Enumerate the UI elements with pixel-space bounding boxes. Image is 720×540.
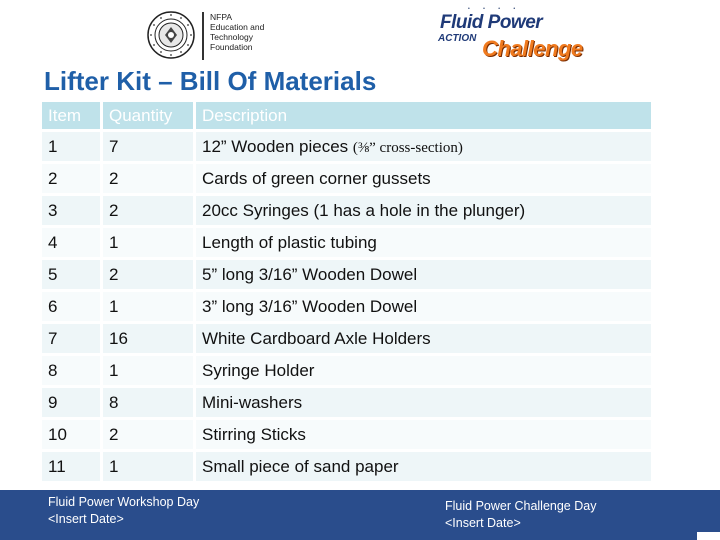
logo-fluid-power-text: Fluid Power — [440, 12, 543, 33]
table-row — [42, 228, 654, 260]
table-row — [42, 132, 654, 164]
nfpa-logo-line: Technology — [210, 32, 254, 42]
column-header-description: Description — [196, 102, 654, 132]
cell-description: White Cardboard Axle Holders — [196, 324, 654, 356]
cell-description: Cards of green corner gussets — [196, 164, 654, 196]
cell-description: Syringe Holder — [196, 356, 654, 388]
table-row — [42, 356, 654, 388]
footer-bar — [0, 490, 720, 540]
nfpa-seal-icon — [146, 10, 196, 60]
footer-challenge-day — [445, 498, 596, 532]
cell-description: Stirring Sticks — [196, 420, 654, 452]
nfpa-logo-line: Education and — [210, 22, 265, 32]
cell-item: 4 — [42, 228, 103, 260]
footer-corner-notch — [697, 532, 720, 540]
cell-description: Small piece of sand paper — [196, 452, 654, 484]
cell-item: 11 — [42, 452, 103, 484]
cell-quantity: 2 — [103, 196, 196, 228]
table-row — [42, 260, 654, 292]
cell-item: 1 — [42, 132, 103, 164]
table-header-row — [42, 102, 654, 132]
cell-description: 20cc Syringes (1 has a hole in the plunger) — [196, 196, 654, 228]
table-row — [42, 420, 654, 452]
cell-description: Length of plastic tubing — [196, 228, 654, 260]
description-cross-section-note: (⅜” cross-section) — [352, 139, 463, 156]
logo-challenge-text: Challenge — [482, 36, 583, 61]
footer-workshop-day — [48, 494, 199, 528]
column-header-quantity: Quantity — [103, 102, 196, 132]
footer-workshop-date: <Insert Date> — [48, 512, 124, 526]
cell-item: 5 — [42, 260, 103, 292]
nfpa-logo-text — [210, 12, 280, 52]
cell-description: 3” long 3/16” Wooden Dowel — [196, 292, 654, 324]
nfpa-logo-divider — [202, 12, 204, 60]
page-title: Lifter Kit – Bill Of Materials — [44, 66, 377, 96]
cell-quantity: 1 — [103, 228, 196, 260]
cell-item: 9 — [42, 388, 103, 420]
cell-quantity: 7 — [103, 132, 196, 164]
cell-quantity: 2 — [103, 164, 196, 196]
table-row — [42, 292, 654, 324]
table-row — [42, 164, 654, 196]
logo-dots-decoration: • • • • — [468, 6, 522, 12]
footer-workshop-label: Fluid Power Workshop Day — [48, 495, 200, 509]
cell-description: Mini-washers — [196, 388, 654, 420]
cell-quantity: 1 — [103, 292, 196, 324]
table-row — [42, 196, 654, 228]
column-header-item: Item — [42, 102, 103, 132]
cell-quantity: 2 — [103, 420, 196, 452]
cell-quantity: 1 — [103, 452, 196, 484]
cell-item: 10 — [42, 420, 103, 452]
cell-item: 3 — [42, 196, 103, 228]
logo-action-text: ACTION — [438, 33, 477, 44]
cell-item: 8 — [42, 356, 103, 388]
footer-challenge-label: Fluid Power Challenge Day — [445, 499, 597, 513]
bill-of-materials-table — [42, 102, 654, 484]
nfpa-logo-line: NFPA — [210, 12, 233, 22]
cell-description: 5” long 3/16” Wooden Dowel — [196, 260, 654, 292]
cell-item: 6 — [42, 292, 103, 324]
cell-quantity: 2 — [103, 260, 196, 292]
cell-quantity: 16 — [103, 324, 196, 356]
description-text: 12” Wooden pieces — [202, 136, 353, 156]
cell-quantity: 8 — [103, 388, 196, 420]
footer-challenge-date: <Insert Date> — [445, 516, 521, 530]
table-row — [42, 388, 654, 420]
nfpa-logo — [146, 10, 276, 62]
fluid-power-challenge-logo — [438, 6, 583, 62]
cell-item: 7 — [42, 324, 103, 356]
cell-quantity: 1 — [103, 356, 196, 388]
table-row — [42, 452, 654, 484]
nfpa-logo-line: Foundation — [210, 42, 253, 52]
cell-item: 2 — [42, 164, 103, 196]
table-row — [42, 324, 654, 356]
cell-description — [196, 132, 654, 164]
